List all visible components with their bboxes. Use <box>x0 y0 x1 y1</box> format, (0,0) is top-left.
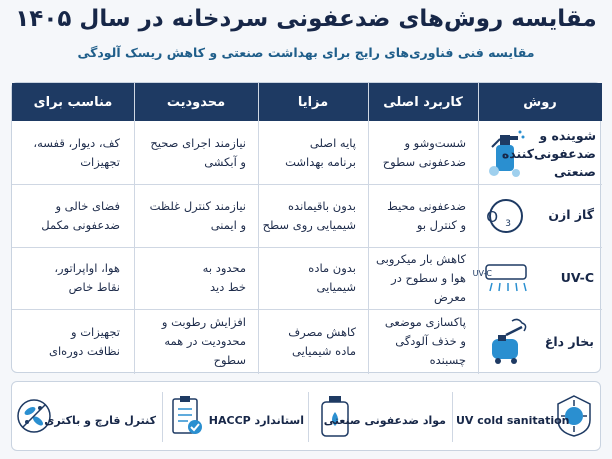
page-subtitle: مقایسه فنی فناوری‌های رایج برای بهداشت صنعتی و کاهش ریسک آلودگی <box>77 45 535 60</box>
ozone-o3-icon <box>488 198 528 238</box>
main-use-cell: ضدعفونی محیط و کنترل بو <box>387 198 466 232</box>
limits-cell: نیازمند کنترل غلظت و ایمنی <box>149 198 246 232</box>
feature-haccp <box>162 382 308 452</box>
svg-text:O: O <box>486 208 498 226</box>
feature-label: کنترل قارچ و باکتری <box>44 414 156 427</box>
header-limits: محدودیت <box>134 83 258 121</box>
feature-fungi-bacteria <box>12 382 162 452</box>
features-strip <box>11 381 601 451</box>
table-row <box>478 184 602 247</box>
feature-disinfectants <box>308 382 452 452</box>
table-row <box>478 121 602 184</box>
pros-cell: کاهش مصرف ماده شیمیایی <box>288 324 356 358</box>
pros-cell: بدون باقیمانده شیمیایی روی سطح <box>262 198 356 232</box>
suitable-cell: کف، دیوار، قفسه، تجهیزات <box>33 135 120 169</box>
feature-label: مواد ضدعفونی صنعتی <box>323 414 446 427</box>
feature-uv-cold <box>452 382 602 452</box>
header-suitable: مناسب برای <box>12 83 134 121</box>
main-use-cell: شست‌وشو و ضدعفونی سطوح <box>382 135 466 169</box>
feature-label: استاندارد HACCP <box>208 414 304 427</box>
table-row <box>472 247 602 309</box>
limits-cell: نیازمند اجرای صحیح و آبکشی <box>150 135 246 169</box>
suitable-cell: تجهیزات و نظافت دوره‌ای <box>48 324 120 358</box>
table-row <box>478 309 602 374</box>
comparison-table <box>11 82 601 373</box>
uv-lamp-icon <box>472 259 534 301</box>
steam-cleaner-icon <box>486 317 530 369</box>
method-name: UV-C <box>560 270 594 285</box>
feature-label: UV cold sanitation <box>456 414 570 427</box>
checklist-clipboard-icon <box>170 394 204 442</box>
uv-lamp-label: UV-C <box>472 269 492 278</box>
header-main-use: کاربرد اصلی <box>368 83 478 121</box>
limits-cell: محدود به خط دید <box>202 261 246 294</box>
main-use-cell: پاکسازی موضعی و خذف آلودگی چسبنده <box>384 315 466 367</box>
page-title: مقایسه روش‌های ضدعفونی سردخانه در سال ۱۴۰۵ <box>15 6 597 32</box>
pros-cell: پایه اصلی برنامه بهداشت <box>285 135 356 169</box>
main-use-cell: کاهش بار میکروبی هوا و سطوح در معرض <box>376 251 466 304</box>
limits-cell: افزایش رطوبت و محدودیت در همه سطوح <box>161 315 246 367</box>
svg-text:3: 3 <box>505 219 511 229</box>
method-name: گاز ازن <box>548 207 594 222</box>
header-method: روش <box>478 83 602 121</box>
method-name: بخار داغ <box>544 334 594 349</box>
suitable-cell: هوا، اواپراتور، نقاط خاص <box>54 261 120 294</box>
method-name: شوینده و ضدعفونی‌کننده صنعتی <box>501 128 596 179</box>
header-pros: مزایا <box>258 83 368 121</box>
suitable-cell: فضای خالی و ضدعفونی مکمل <box>41 198 120 232</box>
pros-cell: بدون ماده شیمیایی <box>308 261 356 294</box>
